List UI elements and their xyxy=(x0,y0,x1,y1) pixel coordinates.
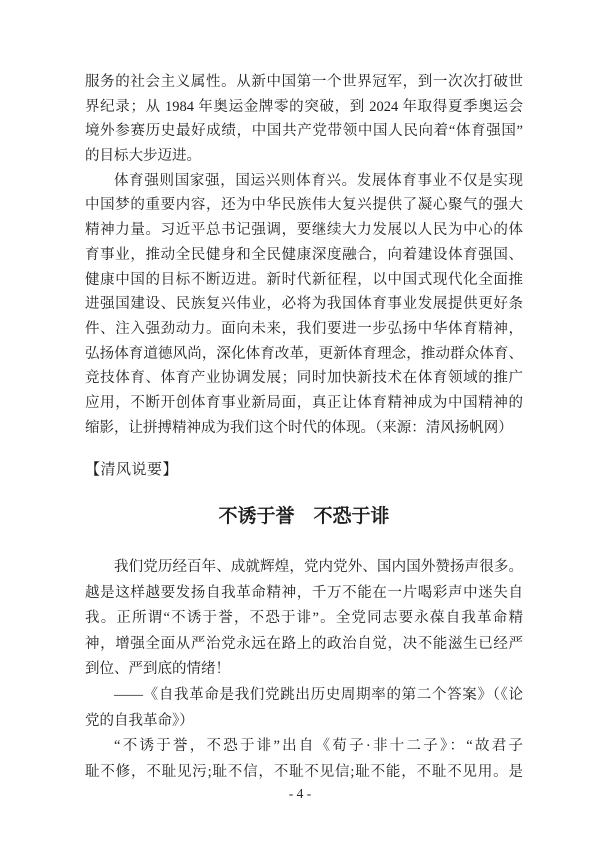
text-line: 弘扬体育道德风尚，深化体育改革，更新体育理念，推动群众体育、 xyxy=(85,345,523,362)
self-revolution-paragraph xyxy=(85,555,523,683)
page-content xyxy=(85,70,523,785)
sports-strong-nation-paragraph xyxy=(85,169,523,441)
text-line: 中国梦的重要内容，还为中华民族伟大复兴提供了凝心聚气的强大 xyxy=(85,197,523,214)
text-line: 体育强则国家强，国运兴则体育兴。发展体育事业不仅是实现 xyxy=(114,172,523,189)
xunzi-source-paragraph xyxy=(85,734,523,785)
carryover-paragraph xyxy=(85,70,523,169)
text-line: 到位、严到底的情绪！ xyxy=(85,661,230,678)
text-line: 进强国建设、民族复兴伟业，必将为我国体育事业发展提供更好条 xyxy=(85,296,523,313)
text-line: 件、注入强劲动力。面向未来，我们要进一步弘扬中华体育精神， xyxy=(85,320,523,337)
citation-paragraph xyxy=(85,683,523,734)
text-line: 我。正所谓“不诱于誉，不恐于诽”。全党同志要永葆自我革命精 xyxy=(85,610,523,627)
page-number: - 4 - xyxy=(288,786,312,801)
text-line: 缩影，让拼搏精神成为我们这个时代的体现。（来源：清风扬帆网） xyxy=(85,419,513,436)
article-paragraphs xyxy=(85,555,523,785)
text-line: 耻不修，不耻见污;耻不信，不耻不见信;耻不能，不耻不见用。是 xyxy=(85,763,523,780)
text-line: 党的自我革命》） xyxy=(85,712,194,729)
text-line: 育事业，推动全民健身和全民健康深度融合，向着建设体育强国、 xyxy=(85,246,523,263)
article-title: 不诱于誉 不恐于诽 xyxy=(218,506,390,528)
text-line: 竞技体育、体育产业协调发展；同时加快新技术在体育领域的推广 xyxy=(85,370,523,387)
text-line: 应用，不断开创体育事业新局面，真正让体育精神成为中国精神的 xyxy=(85,394,523,411)
text-line: 精神力量。习近平总书记强调，要继续大力发展以人民为中心的体 xyxy=(85,222,523,239)
text-line: 越是这样越要发扬自我革命精神，千万不能在一片喝彩声中迷失自 xyxy=(85,584,523,601)
text-line: 界纪录；从 1984 年奥运金牌零的突破，到 2024 年取得夏季奥运会 xyxy=(85,98,523,115)
text-line: ——《自我革命是我们党跳出历史周期率的第二个答案》（《论 xyxy=(114,686,523,703)
intro-paragraphs xyxy=(85,70,523,440)
text-line: 我们党历经百年、成就辉煌，党内党外、国内国外赞扬声很多。 xyxy=(114,559,523,576)
text-line: 的目标大步迈进。 xyxy=(85,148,201,165)
section-header: 【清风说要】 xyxy=(85,462,179,479)
text-line: “不诱于誉，不恐于诽”出自《荀子·非十二子》：“故君子 xyxy=(114,738,523,755)
text-line: 健康中国的目标不断迈进。新时代新征程，以中国式现代化全面推 xyxy=(85,271,523,288)
text-line: 服务的社会主义属性。从新中国第一个世界冠军，到一次次打破世 xyxy=(85,74,523,90)
text-line: 神，增强全面从严治党永远在路上的政治自觉，决不能滋生已经严 xyxy=(85,635,523,652)
text-line: 境外参赛历史最好成绩，中国共产党带领中国人民向着“体育强国” xyxy=(85,123,523,140)
